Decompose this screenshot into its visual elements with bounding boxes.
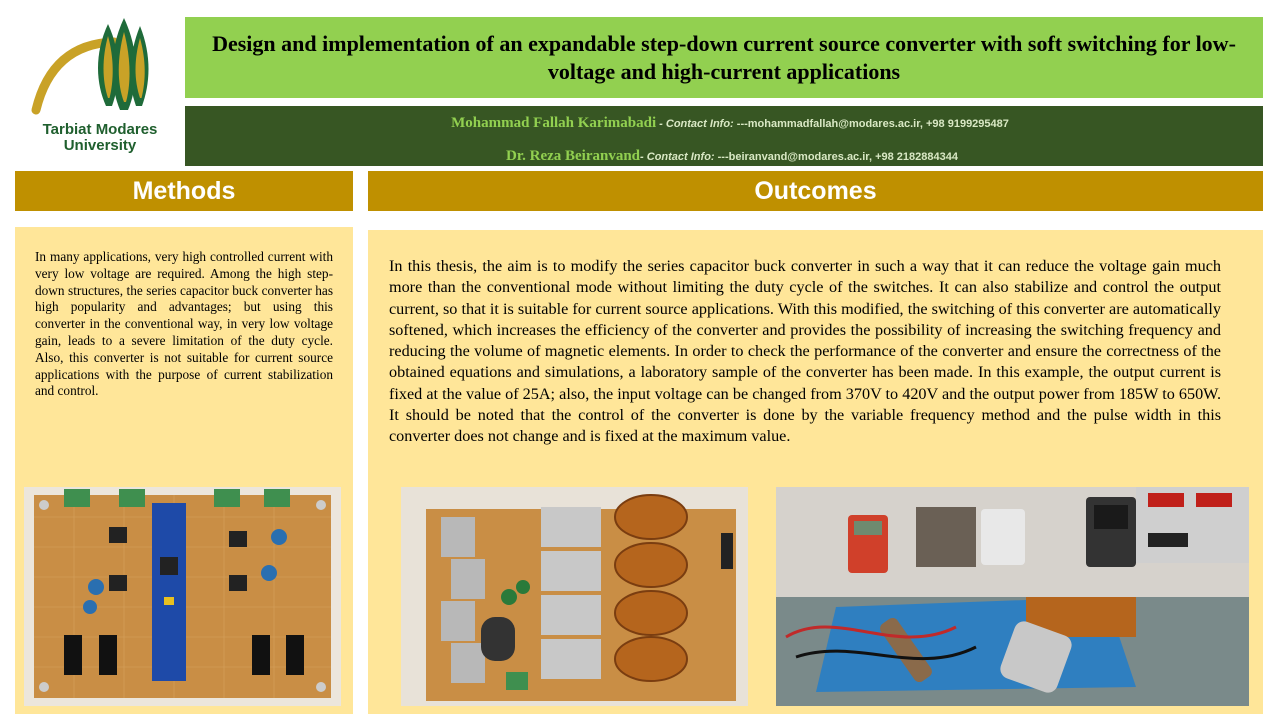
- author-name-1: Mohammad Fallah Karimabadi: [451, 115, 657, 131]
- methods-text: In many applications, very high controlled current with very low voltage are required. Among the high step-down structures, the series capacitor buck converter has high popularity and advantages; but using this converter in the conventional way, in very low voltage gain, leads to a severe limitation of the duty cycle. Also, this converter is not suitable for current source applications with the purpose of current stabilization and control.: [35, 249, 333, 399]
- contact-value-1: ---mohammadfallah@modares.ac.ir, +98 9199295487: [733, 118, 1009, 130]
- logo-line-2: University: [63, 137, 137, 154]
- methods-heading: [15, 171, 353, 211]
- control-board-photo: [24, 487, 341, 706]
- outcomes-heading-text: Outcomes: [754, 176, 877, 205]
- logo-text: [22, 122, 178, 154]
- contact-label-1: - Contact Info:: [656, 118, 734, 130]
- outcomes-text: In this thesis, the aim is to modify the series capacitor buck converter in such a way that it can reduce the voltage gain much more than the conventional mode without limiting the duty cycle of the switches. It can also stabilize and control the output current, so that it is suitable for current source applications. With this modified, the switching of this converter are automatically softened, which increases the efficiency of the converter and provides the possibility of increasing the switching frequency and reducing the volume of magnetic elements. In order to check the performance of the converter and ensure the correctness of the obtained equations and simulations, a laboratory sample of the converter has been made. In this example, the output current is fixed at the value of 25A; also, the input voltage can be changed from 370V to 420V and the output power from 185W to 650W. It should be noted that the control of the converter is done by the variable frequency method and the pulse width in this converter does not change and is fixed at the maximum value.: [389, 257, 1221, 446]
- university-logo: [22, 14, 178, 164]
- author-line-2: [185, 147, 1263, 165]
- contact-label-2: - Contact Info:: [640, 151, 715, 163]
- title-banner: [185, 17, 1263, 98]
- logo-line-1: Tarbiat Modares: [42, 121, 158, 138]
- poster-title: Design and implementation of an expandable step-down current source converter with soft switching for low-voltage and high-current applications: [212, 30, 1236, 84]
- power-board-photo: [401, 487, 748, 706]
- methods-heading-text: Methods: [132, 176, 236, 205]
- cypress-tree-logo-icon: [22, 14, 178, 124]
- lab-setup-photo: [776, 487, 1249, 706]
- outcomes-heading: [368, 171, 1263, 211]
- author-name-2: Dr. Reza Beiranvand: [506, 148, 641, 164]
- contact-value-2: ---beiranvand@modares.ac.ir, +98 2182884344: [714, 151, 958, 163]
- authors-banner: [185, 106, 1263, 166]
- author-line-1: [185, 114, 1263, 132]
